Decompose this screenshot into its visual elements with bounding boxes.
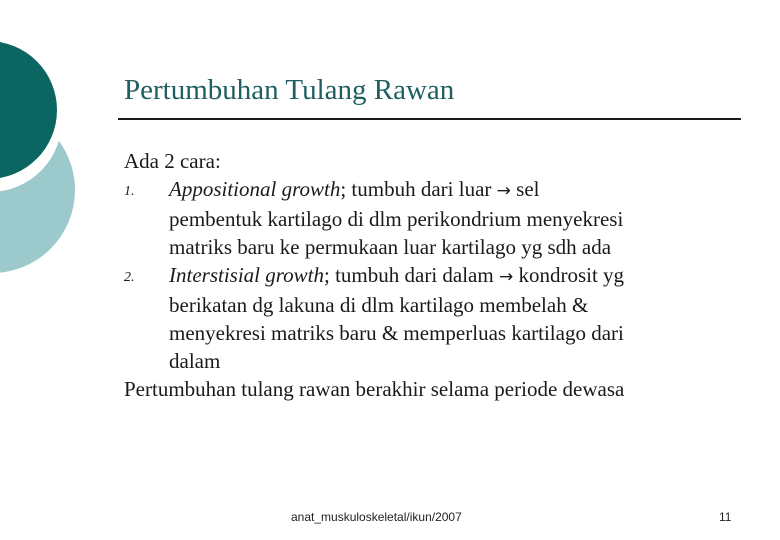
item-1-text-a: ; tumbuh dari luar — [340, 177, 497, 201]
item-2-line-4: dalam — [169, 349, 221, 373]
slide-body — [124, 147, 744, 403]
item-2-text-b: kondrosit yg — [513, 263, 625, 287]
item-2-text-a: ; tumbuh dari dalam — [324, 263, 499, 287]
item-1-line-3: matriks baru ke permukaan luar kartilago yg sdh ada — [169, 235, 612, 259]
item-2-line-2: berikatan dg lakuna di dlm kartilago membelah & — [169, 293, 589, 317]
list-item-2 — [124, 261, 744, 375]
intro-text: Ada 2 cara: — [124, 149, 221, 173]
item-2-line-3: menyekresi matriks baru & memperluas kartilago dari — [169, 321, 624, 345]
item-2-term: Interstisial growth — [169, 263, 324, 287]
slide-title: Pertumbuhan Tulang Rawan — [124, 74, 455, 106]
title-underline — [118, 118, 741, 120]
footer-text: anat_muskuloskeletal/ikun/2007 — [291, 510, 462, 524]
item-1-line-2: pembentuk kartilago di dlm perikondrium menyekresi — [169, 207, 624, 231]
item-1-term: Appositional growth — [169, 177, 341, 201]
arrow-icon: → — [498, 267, 514, 287]
list-number-2: 2. — [124, 270, 135, 285]
item-1-line-1 — [169, 175, 744, 205]
decorative-circles — [0, 0, 90, 300]
item-1-text-b: sel — [510, 177, 540, 201]
conclusion-text: Pertumbuhan tulang rawan berakhir selama periode dewasa — [124, 377, 625, 401]
page-number: 11 — [719, 510, 732, 524]
list-item-1 — [124, 175, 744, 261]
item-2-line-1 — [169, 261, 744, 291]
arrow-icon: → — [496, 181, 511, 201]
list-number-1: 1. — [124, 184, 135, 199]
